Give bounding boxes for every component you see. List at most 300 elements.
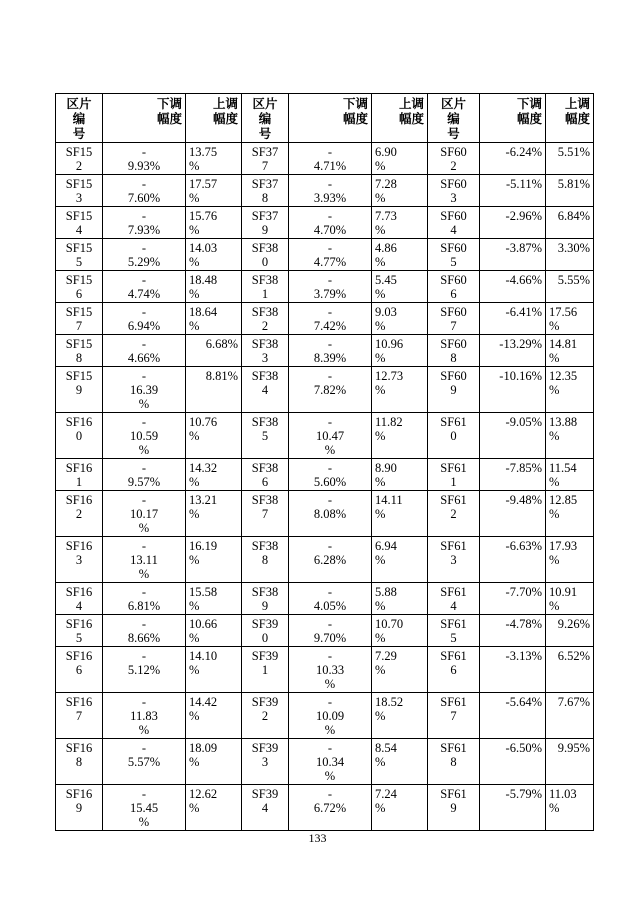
cell-line: -13.29% — [499, 337, 542, 351]
block-code-cell — [428, 537, 480, 583]
cell-line: % — [324, 769, 336, 783]
cell-line: 8 — [75, 755, 83, 769]
cell-line: 6 — [450, 287, 457, 301]
upward-range-cell — [186, 615, 242, 647]
cell-line: - — [141, 177, 147, 191]
cell-line: 18.48 — [189, 273, 218, 287]
cell-line: % — [375, 507, 386, 521]
cell-line: 7 — [261, 159, 269, 173]
cell-line: 16.39 — [129, 383, 159, 397]
downward-range-cell — [289, 303, 372, 335]
cell-line: 10.47 — [315, 429, 345, 443]
cell-line: 4 — [261, 801, 269, 815]
cell-line: SF15 — [65, 145, 93, 159]
cell-line: SF38 — [251, 493, 279, 507]
header-line: 区片 — [252, 96, 278, 111]
downward-range-cell — [480, 239, 546, 271]
cell-line: -6.50% — [505, 741, 542, 755]
cell-line: 5.60% — [313, 475, 347, 489]
cell-line: SF60 — [440, 209, 467, 223]
cell-line: - — [141, 273, 147, 287]
cell-line: 7 — [75, 319, 83, 333]
cell-line: - — [141, 461, 147, 475]
upward-range-cell — [186, 537, 242, 583]
downward-range-cell — [289, 739, 372, 785]
cell-line: 11.83 — [130, 709, 158, 723]
cell-line: SF60 — [440, 305, 467, 319]
block-code-cell — [56, 413, 103, 459]
table-row — [56, 693, 594, 739]
cell-line: 18.09 — [189, 741, 218, 755]
cell-line: SF16 — [65, 493, 93, 507]
upward-range-cell — [186, 785, 242, 831]
upward-range-cell — [186, 413, 242, 459]
block-code-cell — [428, 693, 480, 739]
cell-line: % — [375, 755, 386, 769]
cell-line: 6 — [261, 475, 269, 489]
downward-range-cell — [103, 459, 186, 491]
cell-line: % — [189, 631, 200, 645]
table-row — [56, 491, 594, 537]
cell-line: - — [141, 241, 147, 255]
upward-range-cell — [372, 271, 428, 303]
cell-line: SF15 — [65, 305, 93, 319]
downward-range-cell — [103, 303, 186, 335]
table-row — [56, 459, 594, 491]
cell-line: - — [141, 337, 147, 351]
block-code-cell — [428, 459, 480, 491]
cell-line: -2.96% — [505, 209, 542, 223]
block-code-cell — [242, 537, 289, 583]
cell-line: % — [549, 429, 560, 443]
cell-line: % — [189, 191, 200, 205]
block-code-cell — [242, 413, 289, 459]
cell-line: 15.76 — [189, 209, 218, 223]
cell-line: SF16 — [65, 695, 93, 709]
downward-range-cell — [289, 335, 372, 367]
upward-range-cell — [372, 367, 428, 413]
downward-range-cell — [480, 615, 546, 647]
cell-line: % — [549, 507, 560, 521]
block-code-cell — [242, 739, 289, 785]
cell-line: -9.48% — [505, 493, 542, 507]
cell-line: 9 — [75, 801, 83, 815]
upward-range-cell — [186, 271, 242, 303]
downward-range-cell — [480, 537, 546, 583]
cell-line: - — [327, 177, 333, 191]
cell-line: % — [189, 709, 200, 723]
cell-line: % — [189, 553, 200, 567]
cell-line: - — [141, 617, 147, 631]
cell-line: - — [327, 337, 333, 351]
table-header-row — [56, 94, 594, 143]
upward-range-cell — [186, 739, 242, 785]
cell-line: 14.81 — [549, 337, 578, 351]
cell-line: - — [141, 695, 147, 709]
cell-line: % — [549, 475, 560, 489]
cell-line: 1 — [450, 475, 457, 489]
block-code-cell — [242, 367, 289, 413]
header-line: 下调 — [342, 96, 368, 111]
table-row — [56, 413, 594, 459]
cell-line: SF60 — [440, 145, 467, 159]
header-line: 上调 — [398, 96, 424, 111]
cell-line: 5.55% — [557, 273, 590, 287]
cell-line: 7.28 — [375, 177, 397, 191]
cell-line: 5 — [75, 255, 83, 269]
header-line: 下调 — [516, 96, 542, 111]
downward-range-cell — [289, 615, 372, 647]
upward-range-cell — [546, 647, 594, 693]
cell-line: % — [375, 255, 386, 269]
block-code-cell — [242, 271, 289, 303]
cell-line: SF16 — [65, 617, 93, 631]
cell-line: % — [375, 159, 386, 173]
cell-line: - — [327, 741, 333, 755]
downward-range-header — [289, 94, 372, 143]
table-row — [56, 239, 594, 271]
upward-range-cell — [372, 143, 428, 175]
cell-line: 8 — [261, 191, 269, 205]
cell-line: % — [375, 801, 386, 815]
cell-line: 17.56 — [549, 305, 578, 319]
upward-range-header — [546, 94, 594, 143]
table-row — [56, 175, 594, 207]
cell-line: - — [141, 539, 147, 553]
cell-line: - — [327, 493, 333, 507]
table-row — [56, 739, 594, 785]
cell-line: SF61 — [440, 787, 467, 801]
cell-line: 7.82% — [313, 383, 347, 397]
downward-range-cell — [103, 367, 186, 413]
header-line: 号 — [447, 126, 460, 141]
cell-line: -6.41% — [505, 305, 542, 319]
upward-range-cell — [186, 693, 242, 739]
downward-range-cell — [103, 583, 186, 615]
cell-line: SF38 — [251, 539, 279, 553]
cell-line: 4.86 — [375, 241, 397, 255]
cell-line: -10.16% — [499, 369, 542, 383]
downward-range-cell — [289, 143, 372, 175]
cell-line: -5.11% — [506, 177, 542, 191]
cell-line: % — [375, 709, 386, 723]
downward-range-cell — [480, 459, 546, 491]
cell-line: 4 — [75, 599, 83, 613]
cell-line: % — [138, 815, 150, 829]
cell-line: - — [141, 145, 147, 159]
cell-line: 6.84% — [557, 209, 590, 223]
cell-line: 5.12% — [127, 663, 161, 677]
cell-line: SF16 — [65, 649, 93, 663]
block-code-cell — [242, 175, 289, 207]
cell-line: 10.33 — [315, 663, 345, 677]
downward-range-cell — [103, 739, 186, 785]
cell-line: 3.93% — [313, 191, 347, 205]
block-code-cell — [242, 239, 289, 271]
downward-range-cell — [480, 647, 546, 693]
downward-range-cell — [289, 693, 372, 739]
cell-line: % — [375, 191, 386, 205]
cell-line: 3 — [261, 351, 269, 365]
downward-range-cell — [103, 271, 186, 303]
block-code-cell — [428, 367, 480, 413]
cell-line: 9.70% — [313, 631, 347, 645]
cell-line: SF39 — [251, 741, 279, 755]
block-code-cell — [242, 647, 289, 693]
cell-line: 5.51% — [557, 145, 590, 159]
upward-range-cell — [186, 303, 242, 335]
cell-line: 0 — [261, 255, 269, 269]
cell-line: 10.66 — [189, 617, 218, 631]
cell-line: % — [189, 287, 200, 301]
header-line: 幅度 — [156, 111, 182, 126]
cell-line: 6.28% — [313, 553, 347, 567]
header-line: 区片 — [440, 96, 466, 111]
cell-line: 14.10 — [189, 649, 218, 663]
downward-range-cell — [103, 647, 186, 693]
upward-range-cell — [186, 207, 242, 239]
downward-range-cell — [103, 335, 186, 367]
header-line: 上调 — [212, 96, 238, 111]
cell-line: 6 — [75, 287, 83, 301]
cell-line: % — [375, 599, 386, 613]
block-code-header — [56, 94, 103, 143]
cell-line: 2 — [450, 159, 457, 173]
cell-line: - — [327, 369, 333, 383]
cell-line: - — [141, 415, 147, 429]
cell-line: 7.73 — [375, 209, 397, 223]
upward-range-cell — [546, 583, 594, 615]
cell-line: -3.87% — [505, 241, 542, 255]
upward-range-cell — [372, 583, 428, 615]
upward-range-cell — [546, 693, 594, 739]
adjustment-table — [55, 93, 594, 831]
block-code-cell — [428, 175, 480, 207]
cell-line: % — [189, 475, 200, 489]
cell-line: 14.11 — [375, 493, 403, 507]
cell-line: % — [375, 319, 386, 333]
cell-line: 7.60% — [127, 191, 161, 205]
cell-line: % — [189, 159, 200, 173]
cell-line: 3 — [450, 553, 457, 567]
upward-range-cell — [546, 537, 594, 583]
cell-line: -4.66% — [505, 273, 542, 287]
cell-line: - — [327, 145, 333, 159]
upward-range-cell — [546, 271, 594, 303]
cell-line: 9.95% — [557, 741, 590, 755]
cell-line: 0 — [75, 429, 83, 443]
downward-range-cell — [480, 583, 546, 615]
block-code-cell — [56, 615, 103, 647]
block-code-cell — [428, 239, 480, 271]
cell-line: SF60 — [440, 273, 467, 287]
cell-line: 10.76 — [189, 415, 218, 429]
block-code-cell — [428, 143, 480, 175]
cell-line: SF15 — [65, 369, 93, 383]
cell-line: 9 — [261, 599, 269, 613]
cell-line: 18.64 — [189, 305, 218, 319]
cell-line: 4.77% — [313, 255, 347, 269]
table-row — [56, 367, 594, 413]
cell-line: - — [141, 305, 147, 319]
cell-line: 0 — [450, 429, 457, 443]
header-line: 区片 — [66, 96, 92, 111]
header-line: 号 — [72, 126, 86, 141]
cell-line: 5.81% — [557, 177, 590, 191]
cell-line: 12.62 — [189, 787, 218, 801]
cell-line: SF60 — [440, 369, 467, 383]
cell-line: 10.91 — [549, 585, 578, 599]
cell-line: SF16 — [65, 787, 93, 801]
table-row — [56, 647, 594, 693]
block-code-cell — [242, 615, 289, 647]
cell-line: 4.05% — [313, 599, 347, 613]
cell-line: 6.94 — [375, 539, 397, 553]
cell-line: 7 — [261, 507, 269, 521]
downward-range-cell — [480, 271, 546, 303]
downward-range-cell — [480, 303, 546, 335]
upward-range-cell — [546, 615, 594, 647]
cell-line: 12.73 — [375, 369, 404, 383]
cell-line: SF37 — [251, 209, 279, 223]
cell-line: 7.24 — [375, 787, 397, 801]
block-code-cell — [428, 303, 480, 335]
cell-line: - — [141, 209, 147, 223]
block-code-cell — [56, 207, 103, 239]
cell-line: 7.42% — [313, 319, 347, 333]
cell-line: 1 — [75, 475, 83, 489]
cell-line: - — [327, 649, 333, 663]
cell-line: SF39 — [251, 649, 279, 663]
downward-range-cell — [289, 271, 372, 303]
cell-line: % — [375, 475, 386, 489]
table-row — [56, 615, 594, 647]
upward-range-cell — [372, 239, 428, 271]
cell-line: 2 — [75, 159, 83, 173]
cell-line: 2 — [75, 507, 83, 521]
cell-line: % — [549, 599, 560, 613]
upward-range-cell — [372, 335, 428, 367]
cell-line: - — [327, 241, 333, 255]
upward-range-cell — [186, 175, 242, 207]
cell-line: - — [141, 493, 147, 507]
cell-line: SF37 — [251, 177, 279, 191]
cell-line: - — [141, 649, 147, 663]
upward-range-cell — [186, 367, 242, 413]
downward-range-cell — [480, 739, 546, 785]
cell-line: 15.45 — [129, 801, 159, 815]
cell-line: 12.85 — [549, 493, 578, 507]
cell-line: 8 — [261, 553, 269, 567]
cell-line: % — [375, 429, 386, 443]
cell-line: - — [141, 787, 147, 801]
header-line: 编 — [447, 111, 460, 126]
cell-line: 4.74% — [127, 287, 161, 301]
cell-line: 5.57% — [127, 755, 161, 769]
cell-line: 9.26% — [557, 617, 590, 631]
cell-line: % — [549, 553, 560, 567]
cell-line: 10.34 — [315, 755, 345, 769]
cell-line: 7.93% — [127, 223, 161, 237]
upward-range-cell — [186, 647, 242, 693]
cell-line: - — [327, 787, 333, 801]
cell-line: 8.81% — [205, 369, 238, 383]
upward-range-cell — [186, 491, 242, 537]
cell-line: 11.54 — [549, 461, 577, 475]
upward-range-cell — [546, 785, 594, 831]
cell-line: 14.32 — [189, 461, 218, 475]
cell-line: % — [138, 723, 150, 737]
cell-line: % — [138, 397, 150, 411]
cell-line: 3 — [261, 755, 269, 769]
block-code-cell — [56, 491, 103, 537]
upward-range-cell — [372, 459, 428, 491]
upward-range-header — [372, 94, 428, 143]
cell-line: SF16 — [65, 741, 93, 755]
cell-line: 9 — [75, 383, 83, 397]
downward-range-cell — [103, 207, 186, 239]
table-row — [56, 583, 594, 615]
cell-line: 10.17 — [129, 507, 159, 521]
downward-range-cell — [289, 647, 372, 693]
downward-range-cell — [289, 367, 372, 413]
cell-line: 9 — [450, 383, 457, 397]
upward-range-cell — [546, 303, 594, 335]
block-code-cell — [56, 367, 103, 413]
downward-range-cell — [289, 459, 372, 491]
downward-range-cell — [289, 413, 372, 459]
cell-line: - — [141, 741, 147, 755]
cell-line: 10.70 — [375, 617, 404, 631]
cell-line: 5 — [261, 429, 269, 443]
downward-range-cell — [289, 175, 372, 207]
cell-line: 9.57% — [127, 475, 161, 489]
block-code-cell — [428, 739, 480, 785]
block-code-cell — [56, 143, 103, 175]
cell-line: 13.75 — [189, 145, 218, 159]
cell-line: 8.54 — [375, 741, 397, 755]
header-line: 上调 — [564, 96, 590, 111]
header-line: 幅度 — [212, 111, 238, 126]
cell-line: -6.24% — [505, 145, 542, 159]
cell-line: 4 — [75, 223, 83, 237]
cell-line: 13.11 — [130, 553, 158, 567]
cell-line: SF61 — [440, 741, 467, 755]
cell-line: SF16 — [65, 585, 93, 599]
downward-range-cell — [289, 491, 372, 537]
upward-range-cell — [546, 175, 594, 207]
cell-line: -7.70% — [505, 585, 542, 599]
block-code-cell — [428, 615, 480, 647]
cell-line: 2 — [261, 319, 269, 333]
downward-range-cell — [480, 207, 546, 239]
block-code-cell — [242, 459, 289, 491]
downward-range-cell — [103, 239, 186, 271]
table-row — [56, 271, 594, 303]
block-code-cell — [56, 239, 103, 271]
cell-line: % — [189, 429, 200, 443]
cell-line: % — [189, 801, 200, 815]
block-code-header — [242, 94, 289, 143]
cell-line: - — [327, 461, 333, 475]
cell-line: -6.63% — [505, 539, 542, 553]
cell-line: -7.85% — [505, 461, 542, 475]
header-line: 编 — [258, 111, 272, 126]
downward-range-cell — [480, 491, 546, 537]
cell-line: 16.19 — [189, 539, 218, 553]
cell-line: 4 — [450, 223, 457, 237]
cell-line: 4 — [261, 383, 269, 397]
